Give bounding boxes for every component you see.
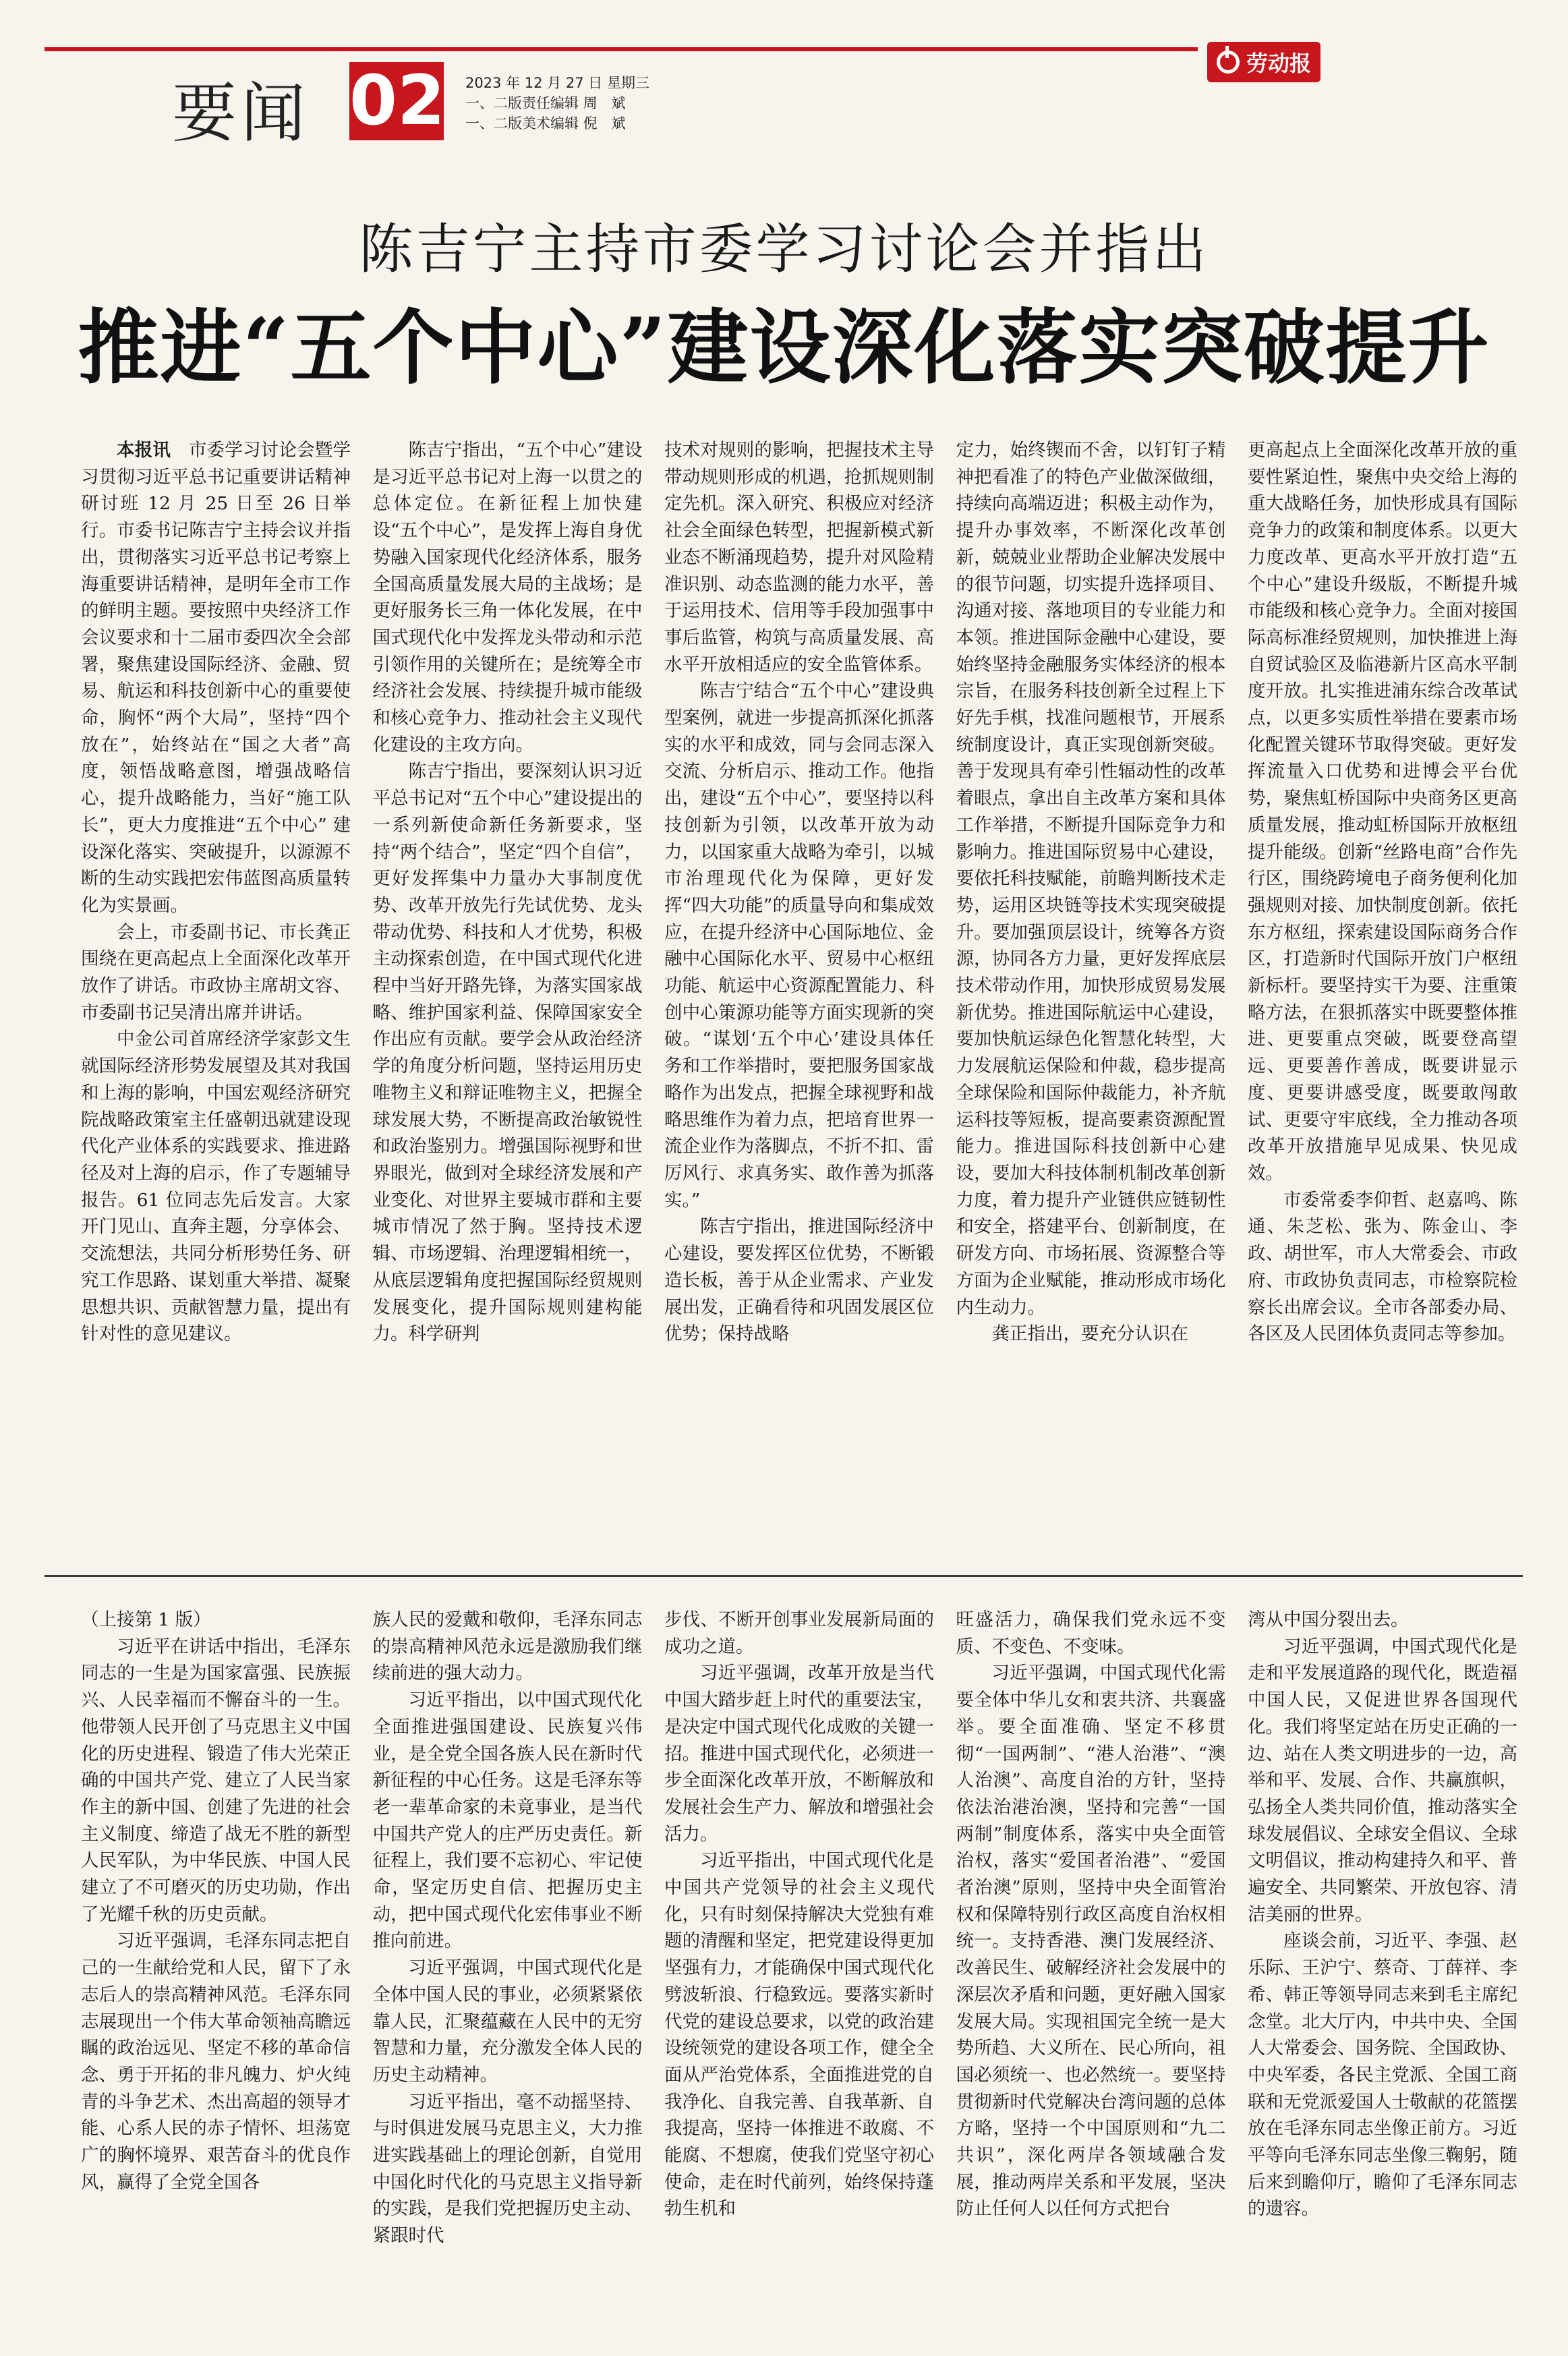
article-kicker: 陈吉宁主持市委学习讨论会并指出	[359, 218, 1209, 281]
article-column-3	[664, 437, 934, 1550]
masthead-meta	[465, 73, 649, 134]
continued-column-3	[664, 1607, 934, 2342]
article-paragraph: 习近平指出，毫不动摇坚持、与时俱进发展马克思主义，大力推进实践基础上的理论创新，自觉用中国化时代化的马克思主义指导新的实践，是我们党把握历史主动、紧跟时代	[372, 2091, 643, 2247]
page-number: 02	[349, 61, 445, 141]
art-editor-line: 一、二版美术编辑 倪 斌	[465, 115, 626, 132]
logo-mark-icon	[1217, 51, 1240, 74]
continued-article	[81, 1607, 1517, 2342]
continued-column-2	[373, 1607, 643, 2342]
article-paragraph: 市委常委李仰哲、赵嘉鸣、陈通、朱芝松、张为、陈金山、李政、胡世军，市人大常委会、市政府、市政协负责同志，市检察院检察长出席会议。全市各部委办局、各区及人民团体负责同志等参加。	[1248, 1189, 1517, 1345]
article-paragraph: 陈吉宁结合“五个中心”建设典型案例，就进一步提高抓深化抓落实的水平和成效，同与会同志深入交流、分析启示、推动工作。他指出，建设“五个中心”，要坚持以科技创新为引领，以改革开放为动力，以国家重大战略为牵引，以城市治理现代化为保障，更好发挥“四大功能”的质量导向和集成效应，在提升经济中心国际地位、金融中心国际化水平、贸易中心枢纽功能、航运中心资源配置能力、科创中心策源功能等方面实现新的突破。“谋划‘五个中心’建设具体任务和工作举措时，要把服务国家战略作为出发点，把握全球视野和战略思维作为着力点，把培育世界一流企业作为落脚点，不折不扣、雷厉风行、求真务实、敢作善为抓落实。”	[664, 681, 934, 1211]
article-paragraph: 会上，市委副书记、市长龚正围绕在更高起点上全面深化改革开放作了讲话。市政协主席胡文容、市委副书记吴清出席并讲话。	[81, 921, 351, 1023]
dateline: 本报讯	[117, 440, 171, 461]
article-paragraph: 习近平强调，中国式现代化需要全体中华儿女和衷共济、共襄盛举。要全面准确、坚定不移贯彻“一国两制”、“港人治港”、“澳人治澳”、高度自治的方针，坚持依法治港治澳，坚持和完善“一国两制”制度体系，落实中央全面管治权，落实“爱国者治港”、“爱国者治澳”原则，坚持中央全面管治权和保障特别行政区高度自治权相统一。支持香港、澳门发展经济、改善民生、破解经济社会发展中的深层次矛盾和问题，更好融入国家发展大局。实现祖国完全统一是大势所趋、大义所在、民心所向，祖国必须统一、也必然统一。要坚持贯彻新时代党解决台湾问题的总体方略，坚持一个中国原则和“九二共识”，深化两岸各领域融合发展，推动两岸关系和平发展，坚决防止任何人以任何方式把台	[956, 1663, 1226, 2220]
article-headline: 推进“五个中心”建设深化落实突破提升	[78, 300, 1490, 395]
article-paragraph: 陈吉宁指出，要深刻认识习近平总书记对“五个中心”建设提出的一系列新使命新任务新要求，坚持“两个结合”，坚定“四个自信”，更好发挥集中力量办大事制度优势、改革开放先行先试优势、龙头带动优势、科技和人才优势，积极主动探索创造，在中国式现代化进程中当好开路先锋，为落实国家战略、维护国家利益、保障国家安全作出应有贡献。要学会从政治经济学的角度分析问题，坚持运用历史唯物主义和辩证唯物主义，把握全球发展大势，不断提高政治敏锐性和政治鉴别力。增强国际视野和世界眼光，做到对全球经济发展和产业变化、对世界主要城市群和主要城市情况了然于胸。坚持技术逻辑、市场逻辑、治理逻辑相统一，从底层逻辑角度把握国际经贸规则发展变化，提升国际规则建构能力。科学研判	[372, 761, 643, 1345]
article-paragraph: 座谈会前，习近平、李强、赵乐际、王沪宁、蔡奇、丁薛祥、李希、韩正等领导同志来到毛主席纪念堂。北大厅内，中共中央、全国人大常委会、国务院、全国政协、中央军委，各民主党派、全国工商联和无党派爱国人士敬献的花篮摆放在毛泽东同志坐像正前方。习近平等向毛泽东同志坐像三鞠躬，随后来到瞻仰厅，瞻仰了毛泽东同志的遗容。	[1248, 1930, 1517, 2220]
editor-line: 一、二版责任编辑 周 斌	[465, 95, 626, 111]
article-paragraph: 定力，始终锲而不舍，以钉钉子精神把看准了的特色产业做深做细，持续向高端迈进；积极主动作为，提升办事效率，不断深化改革创新，兢兢业业帮助企业解决发展中的很节问题，切实提升选择项目、沟通对接、落地项目的专业能力和本领。推进国际金融中心建设，要始终坚持金融服务实体经济的根本宗旨，在服务科技创新全过程上下好先手棋，找准问题根节，开展系统制度设计，真正实现创新突破。善于发现具有牵引性辐动性的改革着眼点，拿出自主改革方案和具体工作举措，不断提升国际竞争力和影响力。推进国际贸易中心建设，要依托科技赋能，前瞻判断技术走势，运用区块链等技术实现突破提升。要加强顶层设计，统筹各方资源，协同各方力量，更好发挥底层技术带动作用，加快形成贸易发展新优势。推进国际航运中心建设，要加快航运绿色化智慧化转型，大力发展航运保险和仲裁，稳步提高全球保险和国际仲裁能力，补齐航运科技等短板，提高要素资源配置能力。推进国际科技创新中心建设，要加大科技体制机制改革创新力度，着力提升产业链供应链韧性和安全，搭建平台、创新制度，在研发方向、市场拓展、资源整合等方面为企业赋能，推动形成市场化内生动力。	[956, 440, 1226, 1318]
section-label: 要闻	[172, 76, 310, 151]
article-column-5	[1248, 437, 1517, 1550]
article-body	[81, 437, 1517, 1550]
section-divider	[45, 1575, 1523, 1577]
article-paragraph: 步伐、不断开创事业发展新局面的成功之道。	[664, 1609, 934, 1657]
article-paragraph: 技术对规则的影响，把握技术主导带动规则形成的机遇，抢抓规则制定先机。深入研究、积极应对经济社会全面绿色转型，把握新模式新业态不断涌现趋势，提升对风险精准识别、动态监测的能力水平，善于运用技术、信用等手段加强事中事后监管，构筑与高质量发展、高水平开放相适应的安全监管体系。	[664, 440, 934, 675]
article-paragraph: 中金公司首席经济学家彭文生就国际经济形势发展望及其对我国和上海的影响，中国宏观经济研究院战略政策室主任盛朝迅就建设现代化产业体系的实践要求、推进路径及对上海的启示，作了专题辅导报告。61 位同志先后发言。大家开门见山、直奔主题，分享体会、交流想法，共同分析形势任务、研究工作思路、谋划重大举措、凝聚思想共识、贡献智慧力量，提出有针对性的意见建议。	[81, 1029, 351, 1345]
article-column-4	[956, 437, 1226, 1550]
article-paragraph: 习近平指出，中国式现代化是中国共产党领导的社会主义现代化，只有时刻保持解决大党独有难题的清醒和坚定，把党建设得更加坚强有力，才能确保中国式现代化劈波斩浪、行稳致远。要落实新时代党的建设总要求，以党的政治建设统领党的建设各项工作，健全全面从严治党体系，全面推进党的自我净化、自我完善、自我革新、自我提高，坚持一体推进不敢腐、不能腐、不想腐，使我们党坚守初心使命，走在时代前列，始终保持蓬勃生机和	[664, 1850, 934, 2220]
article-paragraph: 陈吉宁指出，推进国际经济中心建设，要发挥区位优势，不断锻造长板，善于从企业需求、产业发展出发，正确看待和巩固发展区位优势；保持战略	[664, 1216, 934, 1345]
article-paragraph: 更高起点上全面深化改革开放的重要性紧迫性，聚焦中央交给上海的重大战略任务，加快形成具有国际竞争力的政策和制度体系。以更大力度改革、更高水平开放打造“五个中心”建设升级版，不断提升城市能级和核心竞争力。全面对接国际高标准经贸规则，加快推进上海自贸试验区及临港新片区高水平制度开放。扎实推进浦东综合改革试点，以更多实质性举措在要素市场化配置关键环节取得突破。更好发挥流量入口优势和进博会平台优势，聚焦虹桥国际中央商务区更高质量发展，推动虹桥国际开放枢纽提升能级。创新“丝路电商”合作先行区，围绕跨境电子商务便利化加强规则对接、加快制度创新。依托东方枢纽，探索建设国际商务合作区，打造新时代国际开放门户枢纽新标杆。要坚持实干为要、注重策略方法，在狠抓落实中既要整体推进、更要重点突破，既要登高望远、更要善作善成，既要讲显示度、更要讲感受度，既要敢闯敢试、更要守牢底线，全力推动各项改革开放措施早见成果、快见成效。	[1248, 440, 1517, 1184]
article-paragraph: 习近平在讲话中指出，毛泽东同志的一生是为国家富强、民族振兴、人民幸福而不懈奋斗的一生。他带领人民开创了马克思主义中国化的历史进程、锻造了伟大光荣正确的中国共产党、建立了人民当家作主的新中国、创建了先进的社会主义制度、缔造了战无不胜的新型人民军队，为中华民族、中国人民建立了不可磨灭的历史功勋，作出了光耀千秋的历史贡献。	[81, 1636, 351, 1925]
article-paragraph: 习近平强调，毛泽东同志把自己的一生献给党和人民，留下了永志后人的崇高精神风范。毛泽东同志展现出一个伟大革命领袖高瞻远瞩的政治远见、坚定不移的革命信念、勇于开拓的非凡魄力、炉火纯青的斗争艺术、杰出高超的领导才能、心系人民的赤子情怀、坦荡宽广的胸怀境界、艰苦奋斗的优良作风，赢得了全党全国各	[81, 1930, 351, 2193]
article-paragraph: 习近平指出，以中国式现代化全面推进强国建设、民族复兴伟业，是全党全国各族人民在新时代新征程的中心任务。这是毛泽东等老一辈革命家的未竟事业，是当代中国共产党人的庄严历史责任。新征程上，我们要不忘初心、牢记使命，坚定历史自信、把握历史主动，把中国式现代化宏伟事业不断推向前进。	[372, 1690, 643, 1952]
continued-column-4	[956, 1607, 1226, 2342]
logo-text: 劳动报	[1246, 51, 1311, 76]
article-paragraph: 本报讯 市委学习讨论会暨学习贯彻习近平总书记重要讲话精神研讨班 12 月 25 日至 26 日举行。市委书记陈吉宁主持会议并指出，贯彻落实习近平总书记考察上海重要讲话精神，是明年全市工作的鲜明主题。要按照中央经济工作会议要求和十二届市委四次全会部署，聚焦建设国际经济、金融、贸易、航运和科技创新中心的重要使命，胸怀“两个大局”，坚持“四个放在”，始终站在“国之大者”高度，领悟战略意图，增强战略信心，提升战略能力，当好“施工队长”，更大力度推进“五个中心” 建设深化落实、突破提升，以源源不断的生动实践把宏伟蓝图高质量转化为实景画。	[81, 440, 351, 916]
article-paragraph: 习近平强调，中国式现代化是走和平发展道路的现代化，既造福中国人民，又促进世界各国现代化。我们将坚定站在历史正确的一边、站在人类文明进步的一边，高举和平、发展、合作、共赢旗帜，弘扬全人类共同价值，推动落实全球发展倡议、全球安全倡议、全球文明倡议，推动构建持久和平、普遍安全、共同繁荣、开放包容、清洁美丽的世界。	[1248, 1636, 1517, 1925]
masthead-rule	[45, 47, 1198, 51]
article-paragraph: 陈吉宁指出，“五个中心”建设是习近平总书记对上海一以贯之的总体定位。在新征程上加快建设“五个中心”，是发挥上海自身优势融入国家现代化经济体系，服务全国高质量发展大局的主战场；是更好服务长三角一体化发展，在中国式现代化中发挥龙头带动和示范引领作用的关键所在；是统筹全市经济社会发展、持续提升城市能级和核心竞争力、推动社会主义现代化建设的主攻方向。	[372, 440, 643, 755]
continued-column-5	[1248, 1607, 1517, 2342]
article-paragraph: 习近平强调，改革开放是当代中国大踏步赶上时代的重要法宝，是决定中国式现代化成败的关键一招。推进中国式现代化，必须进一步全面深化改革开放，不断解放和发展社会生产力、解放和增强社会活力。	[664, 1663, 934, 1845]
continued-tag: （上接第 1 版）	[81, 1609, 211, 1630]
newspaper-logo	[1207, 42, 1320, 82]
article-column-1	[81, 437, 351, 1550]
article-column-2	[373, 437, 643, 1550]
article-paragraph: 族人民的爱戴和敬仰，毛泽东同志的崇高精神风范永远是激励我们继续前进的强大动力。	[372, 1609, 643, 1684]
continued-column-1	[81, 1607, 351, 2342]
article-paragraph: 习近平强调，中国式现代化是全体中国人民的事业，必须紧紧依靠人民，汇聚蕴藏在人民中的无穷智慧和力量，充分激发全体人民的历史主动精神。	[372, 1957, 643, 2086]
article-paragraph: 湾从中国分裂出去。	[1248, 1609, 1409, 1630]
article-paragraph: 旺盛活力，确保我们党永远不变质、不变色、不变味。	[956, 1609, 1226, 1657]
date-line: 2023 年 12 月 27 日 星期三	[465, 75, 649, 91]
article-paragraph: 龚正指出，要充分认识在	[991, 1323, 1188, 1345]
